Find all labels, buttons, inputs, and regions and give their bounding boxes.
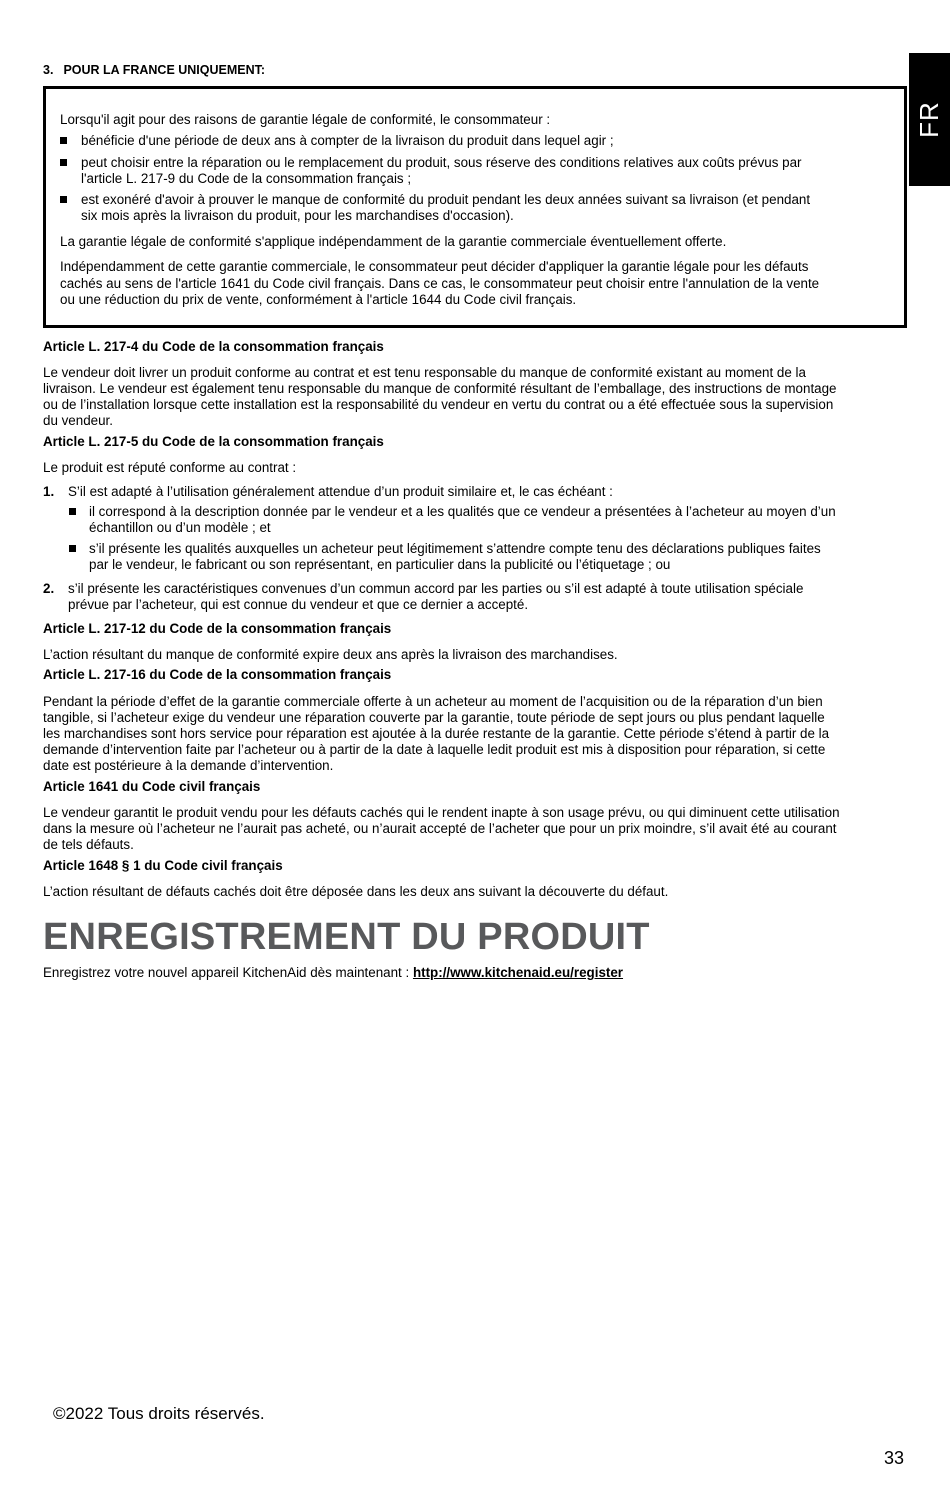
language-tab <box>909 53 950 186</box>
registration-line <box>43 965 623 980</box>
box-intro: Lorsqu'il agit pour des raisons de garantie légale de conformité, le consommateur : <box>60 112 551 127</box>
box-bullet-2-line-2: l'article L. 217-9 du Code de la consommation français ; <box>81 171 412 186</box>
article-heading: Article L. 217-5 du Code de la consommation français <box>43 434 384 449</box>
article-text-line: demande d’intervention faite par l’acheteur ou à partir de la date à laquelle ledit produit est mis à disposition pour réparation, si cette <box>43 742 826 757</box>
bullet-square-icon <box>60 159 67 166</box>
registration-text: Enregistrez votre nouvel appareil KitchenAid dès maintenant : <box>43 965 413 980</box>
article-text-line: dans la mesure où l’acheteur ne l’aurait pas acheté, ou n’aurait accepté de l’acheter que pour un prix moindre, s’il avait été au courant <box>43 821 837 836</box>
box-bullet-3-line-2: six mois après la livraison du produit, pour les marchandises d'occasion). <box>81 208 514 223</box>
box-paragraph-2-line-2: cachés au sens de l'article 1641 du Code civil français. Dans ce cas, le consommateur peut choisir entre l'annulation de la vente <box>60 276 820 291</box>
article-text-line: ou de l’installation lorsque cette installation est la responsabilité du vendeur en vertu du contrat ou a été effectuée sous la supervision <box>43 397 834 412</box>
box-paragraph-1: La garantie légale de conformité s'applique indépendamment de la garantie commerciale éventuellement offerte. <box>60 234 727 249</box>
article-intro: Le produit est réputé conforme au contrat : <box>43 460 297 475</box>
article-text-line: tangible, si l’acheteur exige du vendeur une réparation couverte par la garantie, toute période de sept jours ou plus pendant laquelle <box>43 710 825 725</box>
language-tab-label: FR <box>913 101 944 138</box>
article-heading: Article 1641 du Code civil français <box>43 779 261 794</box>
article-text-line: date est postérieure à la demande d’intervention. <box>43 758 334 773</box>
box-paragraph-2-line-3: ou une réduction du prix de vente, conformément à l'article 1644 du Code civil français. <box>60 292 577 307</box>
section-number: 3. <box>43 63 54 77</box>
box-paragraph-2-line-1: Indépendamment de cette garantie commerciale, le consommateur peut décider d'appliquer la garantie légale pour les défauts <box>60 259 809 274</box>
section-heading <box>43 63 265 77</box>
bullet-square-icon <box>60 137 67 144</box>
bullet-square-icon <box>69 545 76 552</box>
article-text-line: L’action résultant du manque de conformité expire deux ans après la livraison des marchandises. <box>43 647 618 662</box>
article-heading: Article L. 217-12 du Code de la consommation français <box>43 621 392 636</box>
list-number: 2. <box>43 581 55 596</box>
article-text-line: livraison. Le vendeur est également tenu responsable du manque de conformité résultant de l’emballage, des instructions de montage <box>43 381 837 396</box>
article-text-line: L’action résultant de défauts cachés doit être déposée dans les deux ans suivant la découverte du défaut. <box>43 884 669 899</box>
sub-bullet-2-line-1: s’il présente les qualités auxquelles un acheteur peut légitimement s’attendre compte tenu des déclarations publiques faites <box>89 541 821 556</box>
page-number: 33 <box>884 1448 905 1468</box>
registration-link[interactable]: http://www.kitchenaid.eu/register <box>412 965 624 980</box>
copyright: ©2022 Tous droits réservés. <box>53 1404 265 1423</box>
sub-bullet-1-line-1: il correspond à la description donnée par le vendeur et a les qualités que ce vendeur a présentées à l’acheteur au moyen d’un <box>89 504 836 519</box>
sub-bullet-1-line-2: échantillon ou d’un modèle ; et <box>89 520 271 535</box>
article-heading: Article 1648 § 1 du Code civil français <box>43 858 283 873</box>
registration-title: ENREGISTREMENT DU PRODUIT <box>43 916 650 958</box>
list-item-text-line-2: prévue par l’acheteur, qui est connue du vendeur et que ce dernier a accepté. <box>68 597 529 612</box>
box-bullet-3-line-1: est exonéré d'avoir à prouver le manque de conformité du produit pendant les deux années suivant sa livraison (et pendant <box>81 192 811 207</box>
article-text-line: Le vendeur garantit le produit vendu pour les défauts cachés qui le rendent inapte à son usage prévu, ou qui diminuent cette utilisation <box>43 805 840 820</box>
bullet-square-icon <box>60 196 67 203</box>
list-number: 1. <box>43 484 55 499</box>
box-bullet-1: bénéficie d'une période de deux ans à compter de la livraison du produit dans lequel agir ; <box>81 133 614 148</box>
article-text-line: les marchandises sont hors service pour réparation est ajoutée à la durée restante de la garantie. Cette période s’étend à partir de la <box>43 726 830 741</box>
list-item-text: S’il est adapté à l’utilisation généralement attendue d’un produit similaire et, le cas échéant : <box>68 484 613 499</box>
section-title: POUR LA FRANCE UNIQUEMENT: <box>63 63 266 77</box>
box-bullet-2-line-1: peut choisir entre la réparation ou le remplacement du produit, sous réserve des conditions relatives aux coûts prévus par <box>81 155 802 170</box>
list-item-text-line-1: s’il présente les caractéristiques convenues d’un commun accord par les parties ou s’il est adapté à toute utilisation spéciale <box>68 581 804 596</box>
sub-bullet-2-line-2: par le vendeur, le fabricant ou son représentant, en particulier dans la publicité ou l’étiquetage ; ou <box>89 557 671 572</box>
article-heading: Article L. 217-4 du Code de la consommation français <box>43 339 384 354</box>
article-text-line: du vendeur. <box>43 413 113 428</box>
article-heading: Article L. 217-16 du Code de la consommation français <box>43 667 392 682</box>
article-text-line: Pendant la période d’effet de la garantie commerciale offerte à un acheteur au moment de l’acquisition ou de la réparation d’un bien <box>43 694 823 709</box>
article-text-line: de tels défauts. <box>43 837 134 852</box>
article-text-line: Le vendeur doit livrer un produit conforme au contrat et est tenu responsable du manque de conformité existant au moment de la <box>43 365 806 380</box>
bullet-square-icon <box>69 508 76 515</box>
